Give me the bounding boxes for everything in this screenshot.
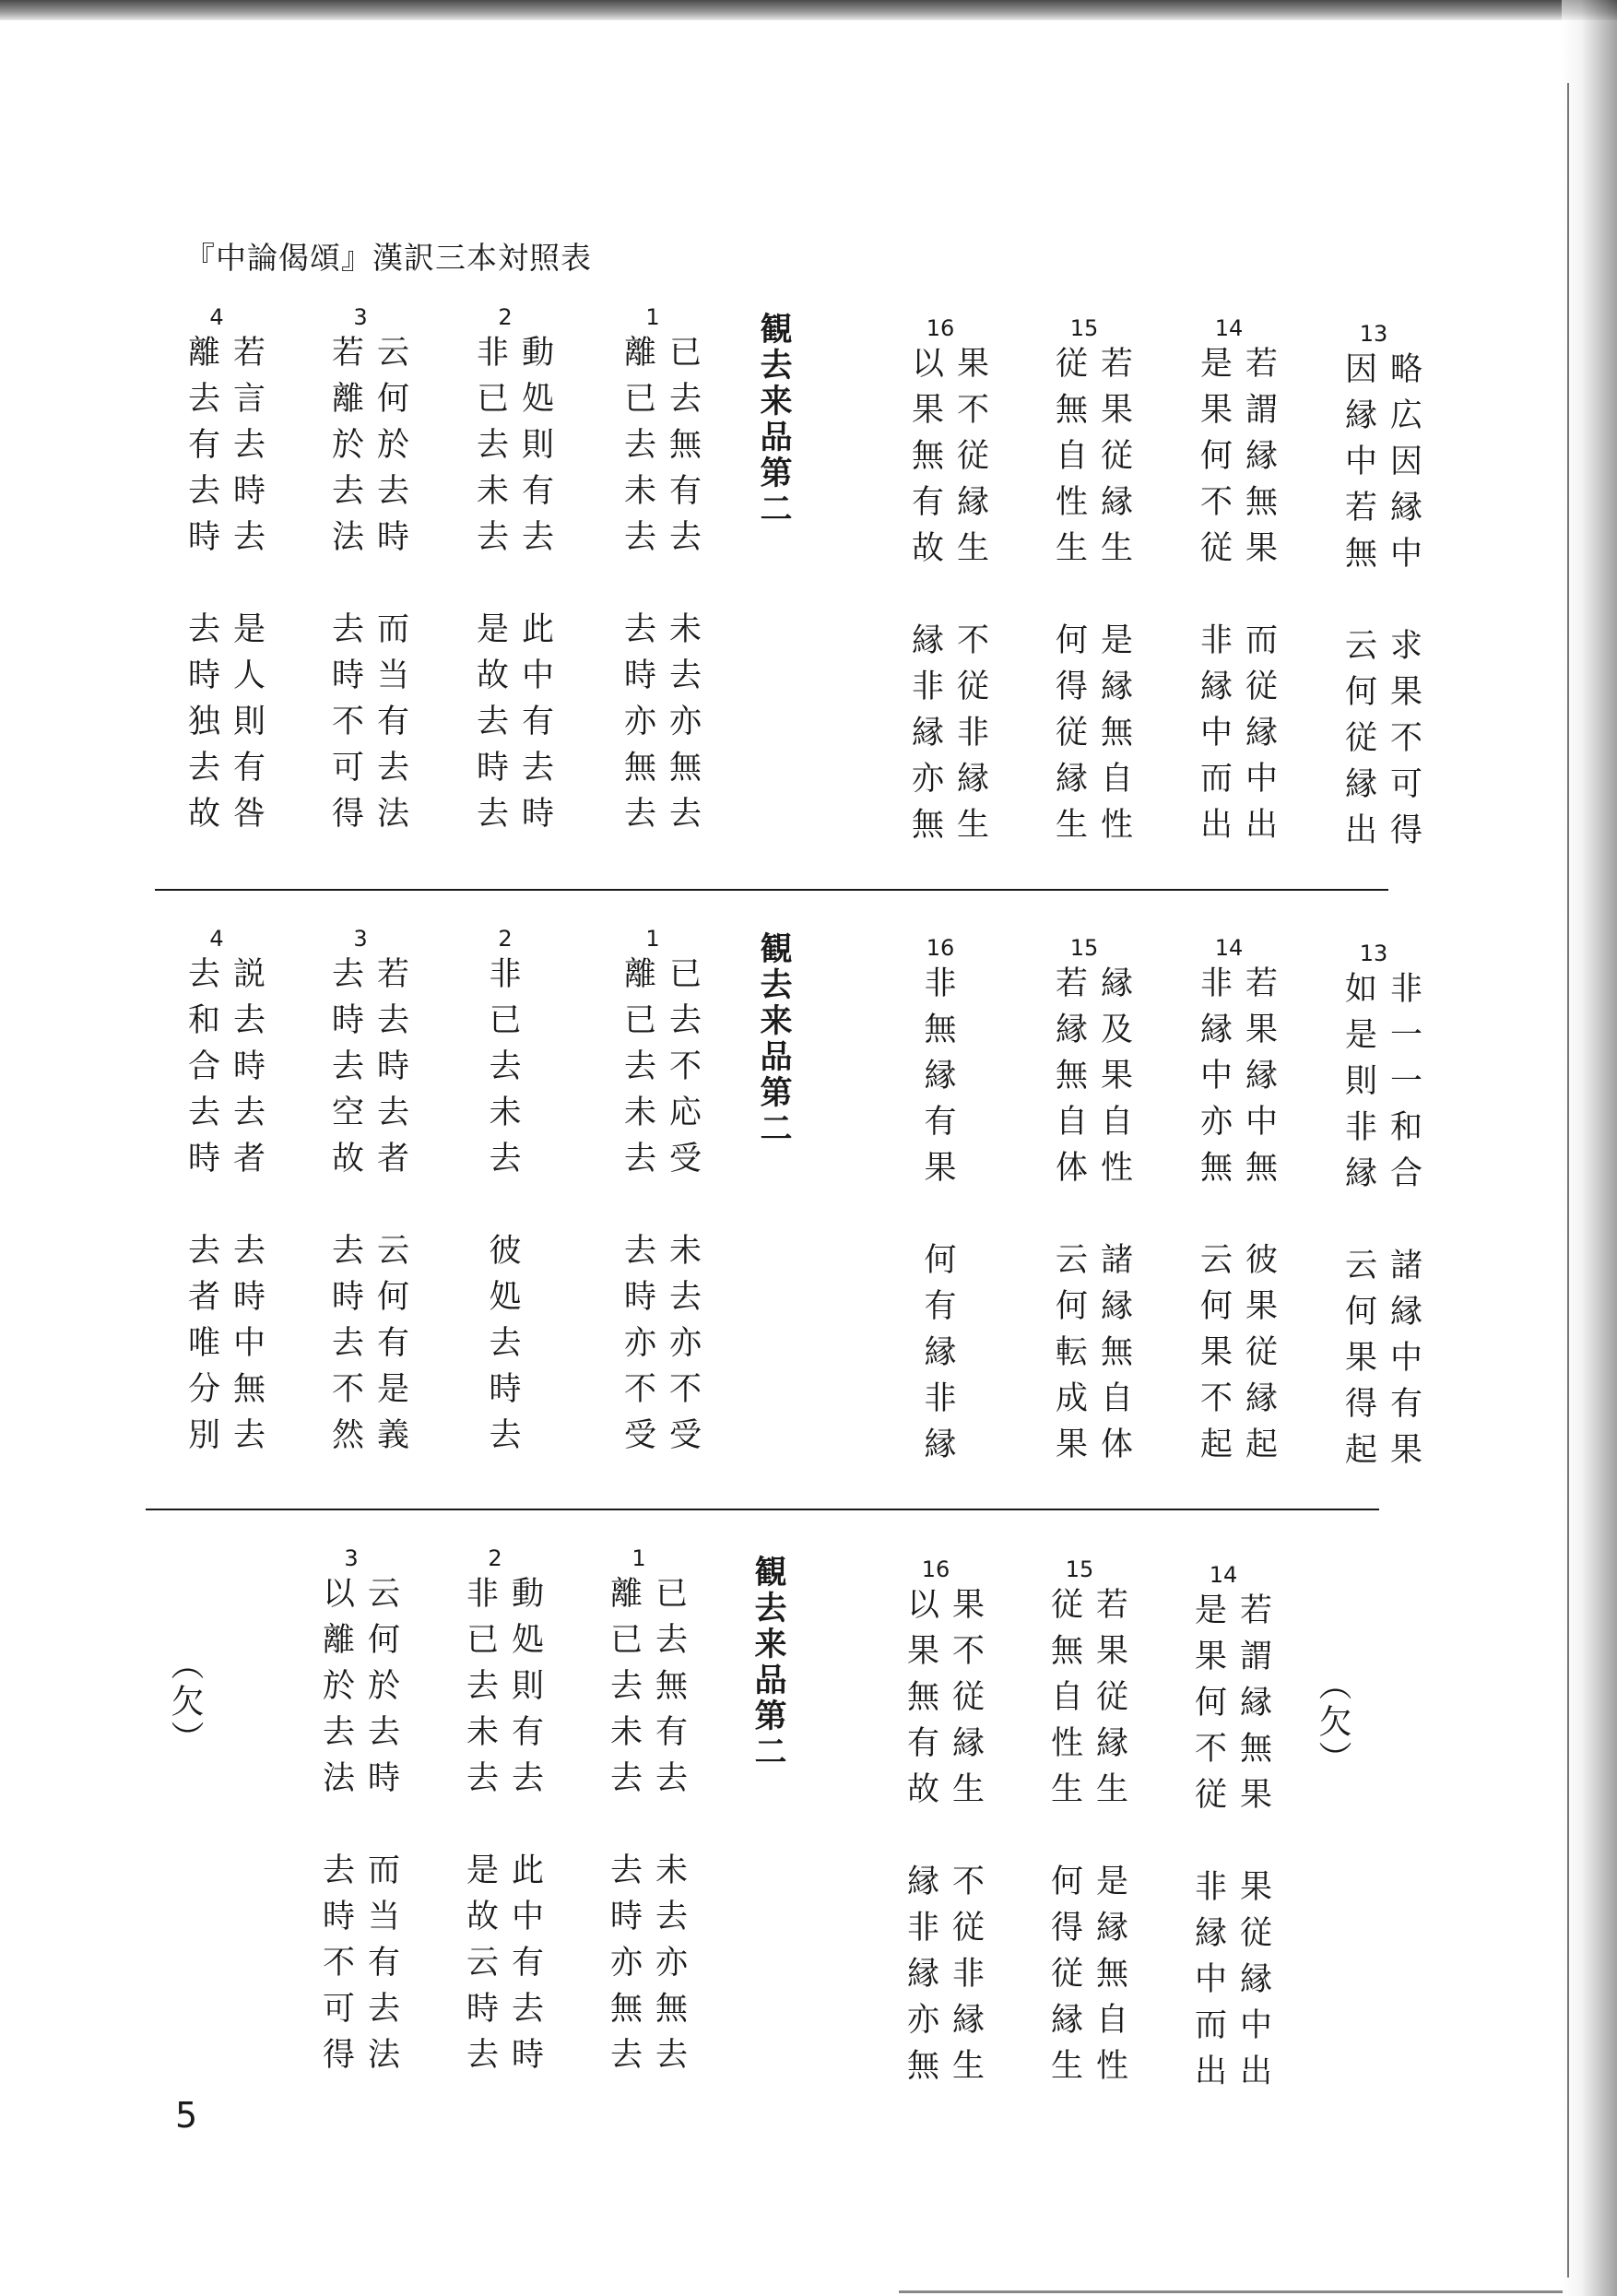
verse-line: 従若 (1056, 346, 1147, 383)
verse-line: 亦中 (1200, 1104, 1292, 1141)
verse-line: 亦縁 (907, 2002, 998, 2039)
verse-line: 故中 (466, 1899, 558, 1935)
verse-line: 和去 (188, 1002, 279, 1039)
verse-number: 1 (645, 304, 660, 330)
verse-line: 然義 (332, 1417, 423, 1454)
verse-line: 非和 (1345, 1109, 1436, 1146)
page-number: 5 (175, 2095, 198, 2136)
verse-line: 去而 (332, 611, 423, 648)
verse-line: 何 (924, 1242, 970, 1279)
verse-line: 云諸 (1056, 1242, 1147, 1279)
verse-line: 時 (489, 1371, 535, 1408)
verse-line: 故中 (477, 657, 568, 694)
verse-line: 従無 (1056, 715, 1147, 752)
verse-line: 亦亦 (610, 1945, 702, 1982)
verse-column-4 (175, 926, 279, 1459)
verse-line: 縁 (924, 1334, 970, 1371)
verse-line: 若縁 (1056, 965, 1147, 1002)
verse-line: 未有 (466, 1714, 558, 1751)
verse-number: 4 (209, 304, 224, 330)
verse-number: 4 (209, 926, 224, 952)
verse-number: 14 (1209, 1562, 1238, 1588)
verse-line: 非 (924, 1380, 970, 1417)
verse-line: 已 (489, 1002, 535, 1039)
verse-line: 縁従 (1200, 669, 1292, 705)
verse-number: 13 (1359, 941, 1388, 966)
verse-line: 去有 (477, 704, 568, 740)
verse-line: 非動 (477, 335, 568, 372)
verse-line: 去時 (188, 473, 279, 510)
verse-line: 縁 (924, 1426, 970, 1463)
verse-column-15 (1043, 935, 1147, 1468)
verse-line: 故生 (912, 530, 1003, 567)
verse-line: 非従 (912, 669, 1003, 705)
section-divider (155, 889, 1388, 891)
verse-line: 離何 (332, 381, 423, 418)
verse-line: 可去 (332, 750, 423, 787)
verse-line: 独則 (188, 704, 279, 740)
verse-line: 何縁 (1056, 1288, 1147, 1325)
verse-line: 已去 (624, 381, 715, 418)
verse-line: 中縁 (1195, 1961, 1286, 1998)
verse-line: 果謂 (1200, 392, 1292, 429)
verse-line: 成自 (1056, 1380, 1147, 1417)
verse-line: 去則 (466, 1668, 558, 1705)
verse-line: 去 (489, 1048, 535, 1085)
verse-line: 縁自 (1056, 761, 1147, 798)
verse-line: 於於 (332, 427, 423, 464)
verse-line: 去時 (332, 1048, 423, 1085)
verse-line: 果従 (1200, 1334, 1292, 1371)
chapter-title: 観去来品第二 (755, 312, 793, 527)
verse-line: 別去 (188, 1417, 279, 1454)
verse-number: 2 (498, 304, 513, 330)
verse-line: 離已 (624, 335, 715, 372)
verse-line: 去去 (610, 1760, 702, 1797)
verse-line: 何果 (1200, 1288, 1292, 1325)
verse-line: 何縁 (1200, 438, 1292, 475)
verse-line: 去不 (624, 1048, 715, 1085)
verse-line: 何是 (1056, 622, 1147, 659)
verse-line: 自従 (1056, 438, 1147, 475)
verse-line: 自従 (1051, 1679, 1142, 1716)
verse-line: 出出 (1195, 2053, 1286, 2090)
verse-column-16 (899, 315, 1003, 848)
verse-line: 無中 (1345, 536, 1436, 573)
verse-line: 去去 (188, 1095, 279, 1131)
verse-line: 去未 (610, 1852, 702, 1889)
verse-line: 彼 (489, 1233, 535, 1270)
verse-line: 時当 (323, 1899, 414, 1935)
verse-line: 不無 (1200, 484, 1292, 521)
verse-number: 16 (926, 935, 955, 961)
verse-column-1 (597, 1545, 702, 2078)
verse-line: 生生 (1051, 1771, 1142, 1808)
verse-line: 去去 (323, 1714, 414, 1751)
verse-line: 何是 (1051, 1864, 1142, 1900)
verse-line: 縁従 (1195, 1915, 1286, 1952)
verse-line: 非従 (907, 1910, 998, 1947)
verse-line: 中因 (1345, 444, 1436, 480)
verse-line: 不無 (1195, 1731, 1286, 1768)
verse-line: 去是 (188, 611, 279, 648)
verse-line: 果中 (1345, 1340, 1436, 1377)
verse-line: 自自 (1056, 1104, 1147, 1141)
verse-line: 無従 (912, 438, 1003, 475)
verse-line: 中縁 (1200, 1058, 1292, 1095)
verse-number: 1 (631, 1545, 646, 1571)
verse-line: 分無 (188, 1371, 279, 1408)
verse-line: 時去 (188, 519, 279, 556)
verse-column-14 (1187, 935, 1292, 1468)
verse-column-3 (319, 304, 423, 837)
verse-line: 起起 (1200, 1426, 1292, 1463)
chapter-title: 観去来品第二 (755, 931, 793, 1147)
verse-line: 果謂 (1195, 1639, 1286, 1675)
verse-line: 不有 (323, 1945, 414, 1982)
verse-line: 則一 (1345, 1063, 1436, 1100)
verse-line: 無果 (1056, 1058, 1147, 1095)
verse-number: 2 (488, 1545, 502, 1571)
verse-line: 已処 (466, 1622, 558, 1659)
verse-line: 去有 (332, 1325, 423, 1362)
verse-line: 去無 (610, 1668, 702, 1705)
verse-line: 未有 (610, 1714, 702, 1751)
verse-line: 何縁 (1345, 1294, 1436, 1331)
verse-line: 去時 (466, 2037, 558, 2074)
page-header: 『中論偈頌』漢訳三本対照表 (184, 240, 592, 276)
verse-line: 不縁 (1200, 1380, 1292, 1417)
verse-line: 因略 (1345, 351, 1436, 388)
verse-line: 無無 (624, 750, 715, 787)
verse-column-3 (310, 1545, 414, 2078)
verse-line: 已去 (624, 1002, 715, 1039)
verse-line: 従無 (1051, 1956, 1142, 1993)
verse-line: 以果 (907, 1587, 998, 1624)
verse-line: 時去 (610, 1899, 702, 1935)
verse-column-1 (611, 304, 715, 837)
verse-line: 以云 (323, 1576, 414, 1613)
verse-line: 不不 (624, 1371, 715, 1408)
verse-line: 故咎 (188, 796, 279, 833)
verse-line: 中縁 (1200, 715, 1292, 752)
verse-line: 故生 (907, 1771, 998, 1808)
verse-number: 14 (1214, 935, 1244, 961)
verse-line: 是若 (1200, 346, 1292, 383)
verse-line: 受受 (624, 1417, 715, 1454)
verse-line: 若云 (332, 335, 423, 372)
verse-line: 離已 (610, 1576, 702, 1613)
verse-line: 去而 (323, 1852, 414, 1889)
verse-line: 去去 (624, 796, 715, 833)
verse-line: 唯中 (188, 1325, 279, 1362)
verse-line: 縁 (924, 1058, 970, 1095)
verse-line: 有 (924, 1288, 970, 1325)
verse-line: 非而 (1200, 622, 1292, 659)
verse-line: 無無 (1200, 1150, 1292, 1187)
verse-column-13 (1332, 941, 1436, 1473)
verse-line: 非 (489, 956, 535, 993)
verse-number: 15 (1069, 315, 1099, 341)
verse-line: 得縁 (1051, 1910, 1142, 1947)
verse-column-2 (464, 304, 568, 837)
verse-column-15 (1043, 315, 1147, 848)
verse-line: 有去 (188, 427, 279, 464)
verse-line: 未応 (624, 1095, 715, 1131)
verse-line: 何縁 (1195, 1685, 1286, 1722)
verse-column-16 (899, 937, 982, 1468)
verse-line: 法時 (332, 519, 423, 556)
verse-line: 起果 (1345, 1432, 1436, 1469)
missing-verse-marker: （欠） (1314, 1667, 1351, 1778)
verse-line: 縁非 (912, 715, 1003, 752)
verse-column-14 (1182, 1562, 1286, 2095)
verse-line: 縁果 (1200, 1012, 1292, 1048)
verse-line: 時去 (332, 1002, 423, 1039)
verse-line: 無果 (1056, 392, 1147, 429)
verse-line: 時去 (624, 1279, 715, 1316)
verse-line: 非果 (1195, 1869, 1286, 1906)
verse-line: 従若 (1051, 1587, 1142, 1624)
verse-line: 亦縁 (912, 761, 1003, 798)
verse-line: 故者 (332, 1141, 423, 1178)
scan-top-edge (0, 0, 1617, 20)
verse-line: 果不 (907, 1633, 998, 1670)
verse-line: 従果 (1195, 1777, 1286, 1814)
verse-line: 転無 (1056, 1334, 1147, 1371)
verse-number: 2 (498, 926, 513, 952)
verse-line: 無果 (1051, 1633, 1142, 1670)
verse-line: 無従 (907, 1679, 998, 1716)
verse-line: 而中 (1195, 2007, 1286, 2044)
verse-line: 時当 (332, 657, 423, 694)
verse-line: 去去 (332, 473, 423, 510)
verse-line: 去無 (624, 427, 715, 464)
verse-line: 時人 (188, 657, 279, 694)
verse-line: 如非 (1345, 971, 1436, 1008)
verse-line: 出出 (1200, 807, 1292, 844)
verse-line: 去説 (188, 956, 279, 993)
verse-column-4 (175, 304, 279, 837)
verse-line: 未有 (477, 473, 568, 510)
verse-line: 亦亦 (624, 704, 715, 740)
verse-line: 無生 (907, 2048, 998, 2085)
verse-column-14 (1187, 315, 1292, 848)
verse-line: 有縁 (912, 484, 1003, 521)
verse-line: 縁非 (907, 1956, 998, 1993)
verse-line: 可去 (323, 1991, 414, 2028)
verse-line: 性縁 (1056, 484, 1147, 521)
verse-line: 是此 (466, 1852, 558, 1889)
verse-column-2 (464, 928, 547, 1459)
verse-line: 有縁 (907, 1725, 998, 1762)
verse-line: 空去 (332, 1095, 423, 1131)
verse-number: 15 (1069, 935, 1099, 961)
verse-line: 是若 (1195, 1592, 1286, 1629)
verse-line: 亦亦 (624, 1325, 715, 1362)
verse-line: 去言 (188, 381, 279, 418)
verse-line: 去去 (466, 1760, 558, 1797)
verse-line: 去時 (477, 796, 568, 833)
verse-line: 而中 (1200, 761, 1292, 798)
verse-line: 於於 (323, 1668, 414, 1705)
verse-line: 生性 (1051, 2048, 1142, 2085)
verse-number: 3 (353, 926, 368, 952)
missing-verse-marker: （欠） (166, 1647, 204, 1758)
verse-line: 非動 (466, 1576, 558, 1613)
verse-line: 去若 (332, 956, 423, 993)
verse-number: 3 (344, 1545, 359, 1571)
verse-line: 時者 (188, 1141, 279, 1178)
verse-line: 合時 (188, 1048, 279, 1085)
verse-line: 以果 (912, 346, 1003, 383)
verse-line: 得法 (323, 2037, 414, 2074)
verse-line: 時去 (624, 657, 715, 694)
verse-line: 離若 (188, 335, 279, 372)
verse-line: 非若 (1200, 965, 1292, 1002)
scan-right-border (1567, 83, 1569, 2278)
verse-line: 無 (924, 1012, 970, 1048)
verse-line: 得法 (332, 796, 423, 833)
section-divider (146, 1509, 1379, 1510)
verse-line: 得有 (1345, 1386, 1436, 1423)
verse-line: 去未 (624, 1233, 715, 1270)
verse-line: 不是 (332, 1371, 423, 1408)
verse-line: 去則 (477, 427, 568, 464)
verse-number: 15 (1065, 1556, 1094, 1582)
verse-line: 時何 (332, 1279, 423, 1316)
verse-line: 去去 (477, 519, 568, 556)
verse-line: 果体 (1056, 1426, 1147, 1463)
verse-column-15 (1038, 1556, 1142, 2089)
verse-line: 離已 (624, 956, 715, 993)
verse-line: 果 (924, 1150, 970, 1187)
verse-line: 従不 (1345, 720, 1436, 757)
verse-line: 云諸 (1345, 1248, 1436, 1284)
verse-line: 非 (924, 965, 970, 1002)
chapter-title: 観去来品第二 (749, 1555, 787, 1770)
verse-line: 云有 (466, 1945, 558, 1982)
scan-bottom-border (899, 2290, 1563, 2293)
verse-line: 若縁 (1345, 490, 1436, 527)
verse-number: 3 (353, 304, 368, 330)
verse-line: 是一 (1345, 1017, 1436, 1054)
verse-line: 云求 (1345, 628, 1436, 665)
verse-line: 何果 (1345, 674, 1436, 711)
verse-line: 去去 (610, 2037, 702, 2074)
verse-line: 去云 (332, 1233, 423, 1270)
verse-line: 生生 (1056, 530, 1147, 567)
scan-right-edge (1562, 0, 1617, 2296)
verse-line: 出得 (1345, 812, 1436, 849)
verse-line: 有 (924, 1104, 970, 1141)
verse-line: 去去 (624, 519, 715, 556)
verse-line: 縁不 (907, 1864, 998, 1900)
verse-number: 13 (1359, 321, 1388, 347)
verse-line: 去受 (624, 1141, 715, 1178)
verse-line: 生性 (1056, 807, 1147, 844)
verse-line: 者時 (188, 1279, 279, 1316)
verse-number: 16 (921, 1556, 950, 1582)
verse-line: 時去 (477, 750, 568, 787)
verse-line: 無無 (610, 1991, 702, 2028)
verse-line: 処 (489, 1279, 535, 1316)
verse-line: 去 (489, 1141, 535, 1178)
verse-line: 得縁 (1056, 669, 1147, 705)
verse-column-16 (894, 1556, 998, 2089)
verse-line: 時去 (466, 1991, 558, 2028)
verse-line: 従果 (1200, 530, 1292, 567)
verse-number: 14 (1214, 315, 1244, 341)
verse-line: 去 (489, 1325, 535, 1362)
verse-line: 無生 (912, 807, 1003, 844)
verse-column-3 (319, 926, 423, 1459)
verse-column-13 (1332, 321, 1436, 854)
verse-line: 縁広 (1345, 397, 1436, 434)
verse-line: 未 (489, 1095, 535, 1131)
verse-line: 未有 (624, 473, 715, 510)
verse-number: 16 (926, 315, 955, 341)
verse-column-1 (611, 926, 715, 1459)
verse-line: 離何 (323, 1622, 414, 1659)
verse-line: 縁可 (1345, 766, 1436, 803)
verse-line: 性縁 (1051, 1725, 1142, 1762)
verse-line: 去未 (624, 611, 715, 648)
verse-line: 去 (489, 1417, 535, 1454)
verse-line: 去有 (188, 750, 279, 787)
verse-line: 果不 (912, 392, 1003, 429)
verse-line: 縁合 (1345, 1155, 1436, 1192)
verse-line: 已去 (610, 1622, 702, 1659)
verse-line: 体性 (1056, 1150, 1147, 1187)
verse-line: 是此 (477, 611, 568, 648)
verse-column-2 (454, 1545, 558, 2078)
verse-line: 縁自 (1051, 2002, 1142, 2039)
verse-line: 法時 (323, 1760, 414, 1797)
verse-line: 不有 (332, 704, 423, 740)
verse-line: 縁及 (1056, 1012, 1147, 1048)
verse-line: 已処 (477, 381, 568, 418)
verse-line: 縁不 (912, 622, 1003, 659)
verse-number: 1 (645, 926, 660, 952)
verse-line: 云彼 (1200, 1242, 1292, 1279)
verse-line: 去去 (188, 1233, 279, 1270)
